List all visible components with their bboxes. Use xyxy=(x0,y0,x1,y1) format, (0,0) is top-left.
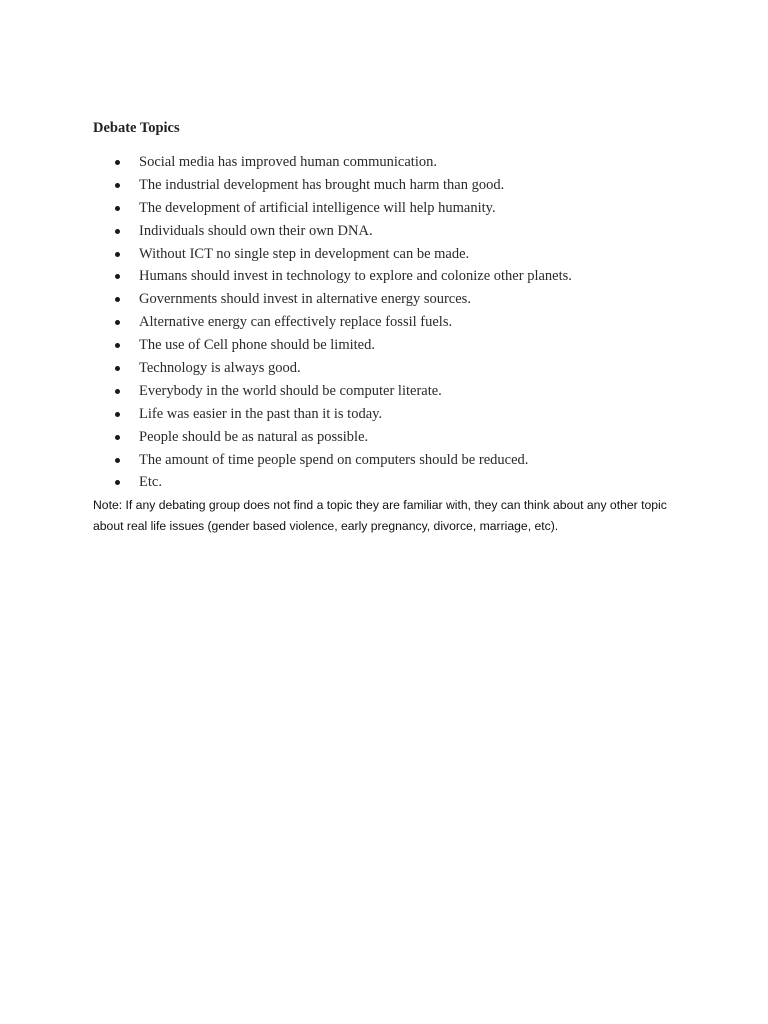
topic-text: Alternative energy can effectively replace fossil fuels. xyxy=(139,314,453,331)
bullet-icon xyxy=(115,229,120,234)
topic-text: The amount of time people spend on computers should be reduced. xyxy=(139,451,529,468)
bullet-icon xyxy=(115,297,120,302)
topic-text: Everybody in the world should be computer literate. xyxy=(139,382,442,399)
topic-text: Life was easier in the past than it is today. xyxy=(139,405,383,422)
topic-text: Etc. xyxy=(139,474,162,491)
bullet-icon xyxy=(115,435,120,440)
list-item xyxy=(112,426,572,449)
topic-text: The industrial development has brought much harm than good. xyxy=(139,176,505,193)
bullet-icon xyxy=(115,343,120,348)
topic-text: Humans should invest in technology to explore and colonize other planets. xyxy=(139,268,572,285)
list-item xyxy=(112,197,572,220)
list-item xyxy=(112,265,572,288)
topic-text: Social media has improved human communication. xyxy=(139,154,437,170)
list-item xyxy=(112,243,572,266)
bullet-icon xyxy=(115,480,120,485)
bullet-icon xyxy=(115,252,120,257)
topic-text: Individuals should own their own DNA. xyxy=(139,222,373,239)
list-item xyxy=(112,151,572,174)
bullet-icon xyxy=(115,206,120,211)
bullet-icon xyxy=(115,320,120,325)
topic-text: Governments should invest in alternative energy sources. xyxy=(139,291,471,308)
list-item xyxy=(112,311,572,334)
list-item xyxy=(112,288,572,311)
document-title: Debate Topics xyxy=(93,120,180,136)
topic-text: Without ICT no single step in development can be made. xyxy=(139,245,470,262)
list-item xyxy=(112,471,572,494)
bullet-icon xyxy=(115,274,120,279)
topic-text: The development of artificial intelligence will help humanity. xyxy=(139,199,496,216)
bullet-icon xyxy=(115,160,120,165)
bullet-icon xyxy=(115,366,120,371)
bullet-icon xyxy=(115,183,120,188)
list-item xyxy=(112,357,572,380)
topic-text: People should be as natural as possible. xyxy=(139,428,369,445)
bullet-icon xyxy=(115,458,120,463)
list-item xyxy=(112,449,572,472)
topic-text: The use of Cell phone should be limited. xyxy=(139,337,375,354)
list-item xyxy=(112,174,572,197)
bullet-icon xyxy=(115,412,120,417)
list-item xyxy=(112,380,572,403)
list-item xyxy=(112,220,572,243)
topic-list xyxy=(112,151,572,494)
topic-text: Technology is always good. xyxy=(139,360,301,377)
list-item xyxy=(112,403,572,426)
bullet-icon xyxy=(115,389,120,394)
list-item xyxy=(112,334,572,357)
note-paragraph: Note: If any debating group does not find a topic they are familiar with, they can think about any other topic about real life issues (gender based violence, early pregnancy, divorce, marriage, etc). xyxy=(93,498,667,533)
